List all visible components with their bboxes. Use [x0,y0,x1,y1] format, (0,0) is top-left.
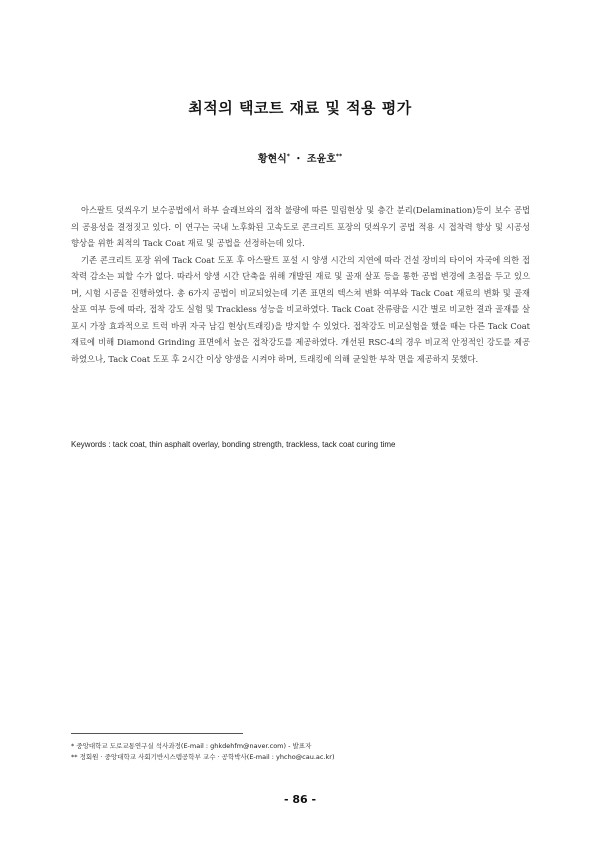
footnotes [71,741,541,763]
author-affiliation-mark: ** [335,153,343,160]
author-name: 조윤호 [306,154,336,165]
author-line [0,150,600,165]
abstract-paragraph: 아스팔트 덧씌우기 보수공법에서 하부 슬래브와의 접착 불량에 따른 밀림현상 및 층간 분리(Delamination)등이 보수 공법의 공용성을 결정짓고 있다. 이 연구는 국내 노후화된 고속도로 콘크리트 포장의 덧씌우기 공법 적용 시 접착력 향상 및 시공성 향상을 위한 최적의 Tack Coat 재료 및 공법을 선정하는데 있다. [71,205,530,248]
footnote-divider [71,733,243,734]
keywords: Keywords : tack coat, thin asphalt overlay, bonding strength, trackless, tack coat curing time [71,440,396,449]
abstract-paragraph: 기존 콘크리트 포장 위에 Tack Coat 도포 후 아스팔트 포설 시 양생 시간의 지연에 따라 건설 장비의 타이어 자국에 의한 접착력 감소는 피할 수가 없다. 따라서 양생 시간 단축을 위해 개발된 재료 및 골재 살포 등을 통한 공법 변경에 초점을 두고 있으며, 시험 시공을 진행하였다. 총 6가지 공법이 비교되었는데 기존 표면의 텍스쳐 변화 여부와 Tack Coat 재료의 변화 및 골재 살포 여부 등에 따라, 접착 강도 실험 및 Trackless 성능을 비교하였다. Tack Coat 잔류량을 시간 별로 비교한 결과 골재를 살포시 가장 효과적으로 트럭 바퀴 자국 남김 현상(트래킹)을 방지할 수 있었다. 접착강도 비교실험을 했을 때는 다른 Tack Coat 재료에 비해 Diamond Grinding 표면에서 높은 접착강도를 제공하였다. 개선된 RSC-4의 경우 비교적 안정적인 강도를 제공하였으나, Tack Coat 도포 후 2시간 이상 양생을 시켜야 하며, 트래킹에 의해 균일한 부착 면을 제공하지 못했다. [71,254,530,364]
author-name: 황현식 [257,154,287,165]
footnote: ** 정회원 · 중앙대학교 사회기반시스템공학부 교수 · 공학박사(E-mail : yhcho@cau.ac.kr) [71,753,335,761]
paper-title: 최적의 택코트 재료 및 적용 평가 [188,99,412,117]
author-separator: ・ [289,154,307,165]
abstract [71,202,530,367]
author-affiliation-mark: * [286,153,290,160]
footnote: * 중앙대학교 도로교통연구실 석사과정(E-mail : ghkdehfm@naver.com) - 발표자 [71,742,312,750]
page-number: - 86 - [283,793,317,806]
